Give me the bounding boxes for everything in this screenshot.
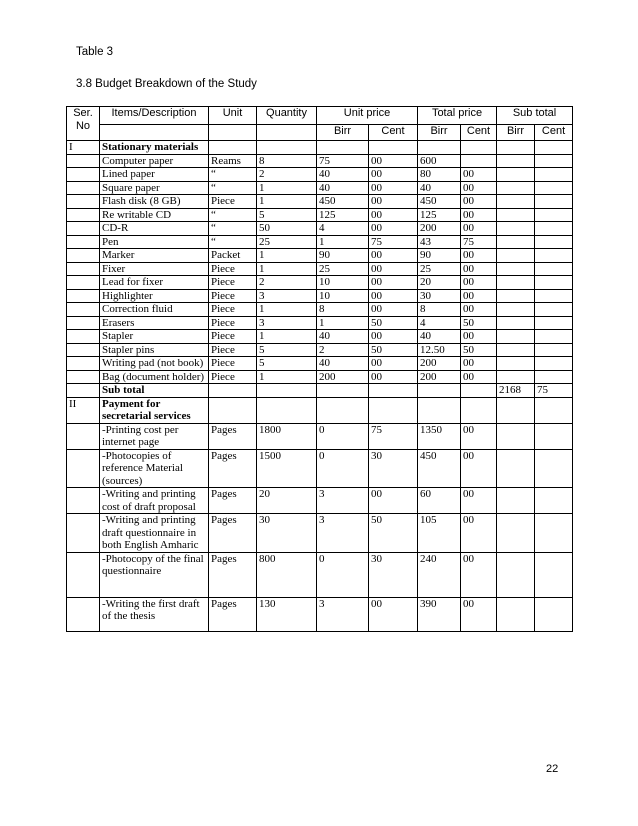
subtotal-cell — [535, 316, 573, 330]
total-price-birr: 8 — [418, 303, 461, 317]
quantity: 5 — [257, 343, 317, 357]
unit: “ — [209, 235, 257, 249]
subtotal-cell — [497, 168, 535, 182]
unit: Pages — [209, 449, 257, 488]
unit-price-birr: 2 — [317, 343, 369, 357]
item-description: Flash disk (8 GB) — [100, 195, 209, 209]
subtotal-cell — [497, 222, 535, 236]
item-description: -Writing and printing draft questionnaire in both English Amharic — [100, 514, 209, 553]
total-price-cent: 00 — [461, 222, 497, 236]
subtotal-cell — [535, 195, 573, 209]
subtotal-cell — [497, 235, 535, 249]
unit-price-birr: 125 — [317, 208, 369, 222]
unit-price-birr: 3 — [317, 514, 369, 553]
serial-cell — [67, 316, 100, 330]
table-row — [67, 235, 573, 249]
table-row — [67, 303, 573, 317]
total-price-cent: 00 — [461, 289, 497, 303]
unit-price-cent: 75 — [369, 235, 418, 249]
unit-price-birr: 0 — [317, 449, 369, 488]
subtotal-cell — [497, 552, 535, 597]
total-price-birr: 200 — [418, 357, 461, 371]
unit-price-birr: 75 — [317, 154, 369, 168]
subtotal-cell — [535, 449, 573, 488]
unit-price-cent: 30 — [369, 552, 418, 597]
total-price-birr: 450 — [418, 449, 461, 488]
total-price-cent — [461, 154, 497, 168]
unit-price-birr: 40 — [317, 357, 369, 371]
unit-price-cent: 50 — [369, 514, 418, 553]
subtotal-cell — [535, 370, 573, 384]
table-body — [67, 141, 573, 632]
total-price-birr: 4 — [418, 316, 461, 330]
total-price-birr: 25 — [418, 262, 461, 276]
serial-cell — [67, 154, 100, 168]
total-price-cent: 00 — [461, 449, 497, 488]
subtotal-cell — [497, 316, 535, 330]
quantity: 2 — [257, 276, 317, 290]
serial-cell — [67, 222, 100, 236]
total-price-birr: 60 — [418, 488, 461, 514]
header-cent: Cent — [461, 125, 497, 141]
item-description: Correction fluid — [100, 303, 209, 317]
unit: “ — [209, 208, 257, 222]
header-total-price: Total price — [418, 107, 497, 125]
unit: Pages — [209, 423, 257, 449]
table-row — [67, 262, 573, 276]
subtotal-cell — [497, 208, 535, 222]
header-blank — [100, 125, 209, 141]
unit-price-cent: 00 — [369, 195, 418, 209]
item-description: Stapler — [100, 330, 209, 344]
item-description: Bag (document holder) — [100, 370, 209, 384]
total-price-birr: 105 — [418, 514, 461, 553]
unit-price-cent: 00 — [369, 357, 418, 371]
page-number: 22 — [546, 763, 559, 775]
header-blank — [209, 125, 257, 141]
subtotal-cell — [535, 357, 573, 371]
subtotal-cell — [535, 276, 573, 290]
unit-price-birr: 450 — [317, 195, 369, 209]
subtotal-cell — [497, 330, 535, 344]
table-row — [67, 168, 573, 182]
total-price-birr: 12.50 — [418, 343, 461, 357]
header-birr: Birr — [418, 125, 461, 141]
subtotal-cell — [535, 249, 573, 263]
budget-table — [66, 106, 573, 632]
unit: Piece — [209, 370, 257, 384]
unit-price-cent: 00 — [369, 222, 418, 236]
table-row — [67, 357, 573, 371]
section-title: Stationary materials — [100, 141, 209, 155]
quantity: 1 — [257, 262, 317, 276]
serial-cell — [67, 330, 100, 344]
header-ser-no: Ser. No — [67, 107, 100, 141]
total-price-birr: 80 — [418, 168, 461, 182]
subtotal-cell — [535, 168, 573, 182]
section-serial: II — [67, 397, 100, 423]
quantity: 8 — [257, 154, 317, 168]
item-description: Lead for fixer — [100, 276, 209, 290]
quantity: 25 — [257, 235, 317, 249]
subtotal-cent: 75 — [535, 384, 573, 398]
total-price-birr: 1350 — [418, 423, 461, 449]
subtotal-cell — [535, 488, 573, 514]
item-description: Highlighter — [100, 289, 209, 303]
item-description: Stapler pins — [100, 343, 209, 357]
section-row — [67, 397, 573, 423]
unit-price-birr: 0 — [317, 552, 369, 597]
quantity: 1500 — [257, 449, 317, 488]
unit: “ — [209, 168, 257, 182]
quantity: 5 — [257, 357, 317, 371]
serial-cell — [67, 514, 100, 553]
quantity: 1 — [257, 181, 317, 195]
unit: Piece — [209, 303, 257, 317]
unit: Piece — [209, 330, 257, 344]
serial-cell — [67, 235, 100, 249]
header-row — [67, 107, 573, 125]
table-row — [67, 316, 573, 330]
table-row — [67, 423, 573, 449]
item-description: Erasers — [100, 316, 209, 330]
total-price-cent: 00 — [461, 597, 497, 631]
table-row — [67, 370, 573, 384]
serial-cell — [67, 195, 100, 209]
unit: “ — [209, 222, 257, 236]
total-price-cent: 00 — [461, 357, 497, 371]
total-price-cent: 00 — [461, 423, 497, 449]
subtotal-row — [67, 384, 573, 398]
total-price-birr: 390 — [418, 597, 461, 631]
item-description: -Writing the first draft of the thesis — [100, 597, 209, 631]
total-price-cent: 00 — [461, 370, 497, 384]
item-description: -Photocopy of the final questionnaire — [100, 552, 209, 597]
unit: Pages — [209, 552, 257, 597]
subtotal-cell — [535, 514, 573, 553]
subtotal-cell — [497, 343, 535, 357]
subtotal-cell — [497, 195, 535, 209]
unit-price-cent: 00 — [369, 597, 418, 631]
subtotal-cell — [535, 552, 573, 597]
unit-price-cent: 00 — [369, 289, 418, 303]
subtotal-cell — [497, 423, 535, 449]
subtotal-cell — [535, 289, 573, 303]
quantity: 1 — [257, 303, 317, 317]
subtotal-cell — [497, 303, 535, 317]
unit-price-cent: 00 — [369, 262, 418, 276]
unit: Piece — [209, 289, 257, 303]
total-price-cent: 00 — [461, 262, 497, 276]
serial-cell — [67, 249, 100, 263]
table-row — [67, 154, 573, 168]
serial-cell — [67, 208, 100, 222]
total-price-birr: 125 — [418, 208, 461, 222]
quantity: 3 — [257, 289, 317, 303]
table-row — [67, 276, 573, 290]
quantity: 1 — [257, 249, 317, 263]
unit-price-cent: 00 — [369, 154, 418, 168]
header-sub-total: Sub total — [497, 107, 573, 125]
header-unit-price: Unit price — [317, 107, 418, 125]
total-price-cent: 00 — [461, 514, 497, 553]
unit-price-birr: 25 — [317, 262, 369, 276]
item-description: -Writing and printing cost of draft proposal — [100, 488, 209, 514]
total-price-cent: 00 — [461, 276, 497, 290]
unit: Pages — [209, 514, 257, 553]
unit-price-cent: 00 — [369, 208, 418, 222]
subtotal-cell — [497, 597, 535, 631]
header-unit: Unit — [209, 107, 257, 125]
serial-cell — [67, 262, 100, 276]
quantity: 5 — [257, 208, 317, 222]
item-description: Pen — [100, 235, 209, 249]
section-serial: I — [67, 141, 100, 155]
unit-price-birr: 40 — [317, 168, 369, 182]
unit-price-birr: 3 — [317, 488, 369, 514]
subtotal-cell — [497, 262, 535, 276]
table-row — [67, 514, 573, 553]
subtotal-cell — [535, 262, 573, 276]
item-description: Square paper — [100, 181, 209, 195]
unit-price-cent: 00 — [369, 249, 418, 263]
unit: Piece — [209, 262, 257, 276]
total-price-cent: 00 — [461, 195, 497, 209]
item-description: Marker — [100, 249, 209, 263]
header-blank — [257, 125, 317, 141]
unit: Pages — [209, 597, 257, 631]
table-row — [67, 222, 573, 236]
subtotal-birr: 2168 — [497, 384, 535, 398]
header-birr: Birr — [497, 125, 535, 141]
total-price-cent: 00 — [461, 488, 497, 514]
item-description: CD-R — [100, 222, 209, 236]
total-price-birr: 450 — [418, 195, 461, 209]
quantity: 1 — [257, 195, 317, 209]
unit: “ — [209, 181, 257, 195]
subtotal-cell — [497, 276, 535, 290]
serial-cell — [67, 449, 100, 488]
quantity: 2 — [257, 168, 317, 182]
unit-price-cent: 00 — [369, 276, 418, 290]
total-price-birr: 600 — [418, 154, 461, 168]
item-description: Lined paper — [100, 168, 209, 182]
unit: Packet — [209, 249, 257, 263]
subtotal-label: Sub total — [100, 384, 209, 398]
subtotal-cell — [535, 303, 573, 317]
serial-cell — [67, 343, 100, 357]
subtotal-cell — [497, 154, 535, 168]
item-description: Fixer — [100, 262, 209, 276]
header-quantity: Quantity — [257, 107, 317, 125]
table-row — [67, 181, 573, 195]
quantity: 1 — [257, 370, 317, 384]
quantity: 30 — [257, 514, 317, 553]
unit-price-cent: 00 — [369, 330, 418, 344]
quantity: 1800 — [257, 423, 317, 449]
quantity: 3 — [257, 316, 317, 330]
total-price-cent: 50 — [461, 316, 497, 330]
table-row — [67, 449, 573, 488]
table-row — [67, 488, 573, 514]
subtotal-cell — [497, 514, 535, 553]
total-price-cent: 00 — [461, 249, 497, 263]
serial-cell — [67, 276, 100, 290]
subtotal-cell — [535, 181, 573, 195]
subtotal-cell — [535, 222, 573, 236]
unit-price-cent: 00 — [369, 168, 418, 182]
serial-cell — [67, 181, 100, 195]
unit-price-cent: 50 — [369, 316, 418, 330]
unit: Piece — [209, 195, 257, 209]
unit-price-cent: 30 — [369, 449, 418, 488]
total-price-cent: 00 — [461, 552, 497, 597]
unit: Piece — [209, 276, 257, 290]
total-price-birr: 43 — [418, 235, 461, 249]
total-price-birr: 40 — [418, 181, 461, 195]
serial-cell — [67, 168, 100, 182]
unit-price-birr: 90 — [317, 249, 369, 263]
unit-price-birr: 0 — [317, 423, 369, 449]
unit-price-birr: 8 — [317, 303, 369, 317]
unit: Piece — [209, 343, 257, 357]
total-price-birr: 240 — [418, 552, 461, 597]
quantity: 800 — [257, 552, 317, 597]
section-title: Payment for secretarial services — [100, 397, 209, 423]
unit-price-birr: 40 — [317, 330, 369, 344]
serial-cell — [67, 303, 100, 317]
serial-cell — [67, 488, 100, 514]
unit-price-cent: 00 — [369, 370, 418, 384]
total-price-cent: 50 — [461, 343, 497, 357]
total-price-birr: 200 — [418, 222, 461, 236]
total-price-cent: 00 — [461, 168, 497, 182]
serial-cell — [67, 552, 100, 597]
header-cent: Cent — [535, 125, 573, 141]
table-label: Table 3 — [76, 46, 114, 58]
unit: Piece — [209, 357, 257, 371]
item-description: Re writable CD — [100, 208, 209, 222]
table-title: 3.8 Budget Breakdown of the Study — [76, 78, 257, 90]
subtotal-cell — [535, 343, 573, 357]
unit: Piece — [209, 316, 257, 330]
header-cent: Cent — [369, 125, 418, 141]
unit-price-cent: 50 — [369, 343, 418, 357]
unit-price-cent: 75 — [369, 423, 418, 449]
total-price-birr: 200 — [418, 370, 461, 384]
header-items: Items/Description — [100, 107, 209, 125]
header-subrow — [67, 125, 573, 141]
subtotal-cell — [497, 289, 535, 303]
unit-price-birr: 10 — [317, 276, 369, 290]
unit: Reams — [209, 154, 257, 168]
quantity: 20 — [257, 488, 317, 514]
subtotal-cell — [497, 181, 535, 195]
serial-cell — [67, 357, 100, 371]
table-row — [67, 208, 573, 222]
item-description: -Printing cost per internet page — [100, 423, 209, 449]
unit-price-cent: 00 — [369, 488, 418, 514]
total-price-cent: 00 — [461, 208, 497, 222]
total-price-birr: 40 — [418, 330, 461, 344]
serial-cell — [67, 597, 100, 631]
subtotal-cell — [535, 208, 573, 222]
subtotal-cell — [535, 423, 573, 449]
serial-cell — [67, 423, 100, 449]
total-price-cent: 00 — [461, 303, 497, 317]
quantity: 130 — [257, 597, 317, 631]
unit-price-birr: 1 — [317, 316, 369, 330]
table-row — [67, 552, 573, 597]
quantity: 1 — [257, 330, 317, 344]
total-price-cent: 00 — [461, 330, 497, 344]
subtotal-cell — [535, 597, 573, 631]
subtotal-cell — [535, 235, 573, 249]
unit-price-birr: 40 — [317, 181, 369, 195]
total-price-cent: 75 — [461, 235, 497, 249]
total-price-cent: 00 — [461, 181, 497, 195]
table-row — [67, 249, 573, 263]
subtotal-cell — [497, 488, 535, 514]
unit-price-cent: 00 — [369, 181, 418, 195]
serial-cell — [67, 370, 100, 384]
unit-price-birr: 200 — [317, 370, 369, 384]
serial-cell — [67, 289, 100, 303]
section-row — [67, 141, 573, 155]
unit-price-birr: 1 — [317, 235, 369, 249]
total-price-birr: 30 — [418, 289, 461, 303]
unit-price-birr: 10 — [317, 289, 369, 303]
subtotal-cell — [535, 154, 573, 168]
unit: Pages — [209, 488, 257, 514]
subtotal-cell — [497, 449, 535, 488]
header-birr: Birr — [317, 125, 369, 141]
unit-price-birr: 4 — [317, 222, 369, 236]
subtotal-cell — [497, 370, 535, 384]
item-description: -Photocopies of reference Material (sources) — [100, 449, 209, 488]
total-price-birr: 20 — [418, 276, 461, 290]
quantity: 50 — [257, 222, 317, 236]
item-description: Writing pad (not book) — [100, 357, 209, 371]
unit-price-birr: 3 — [317, 597, 369, 631]
subtotal-cell — [535, 330, 573, 344]
subtotal-cell — [497, 249, 535, 263]
table-row — [67, 597, 573, 631]
table-row — [67, 330, 573, 344]
item-description: Computer paper — [100, 154, 209, 168]
total-price-birr: 90 — [418, 249, 461, 263]
unit-price-cent: 00 — [369, 303, 418, 317]
table-row — [67, 289, 573, 303]
subtotal-cell — [497, 357, 535, 371]
table-row — [67, 343, 573, 357]
table-row — [67, 195, 573, 209]
